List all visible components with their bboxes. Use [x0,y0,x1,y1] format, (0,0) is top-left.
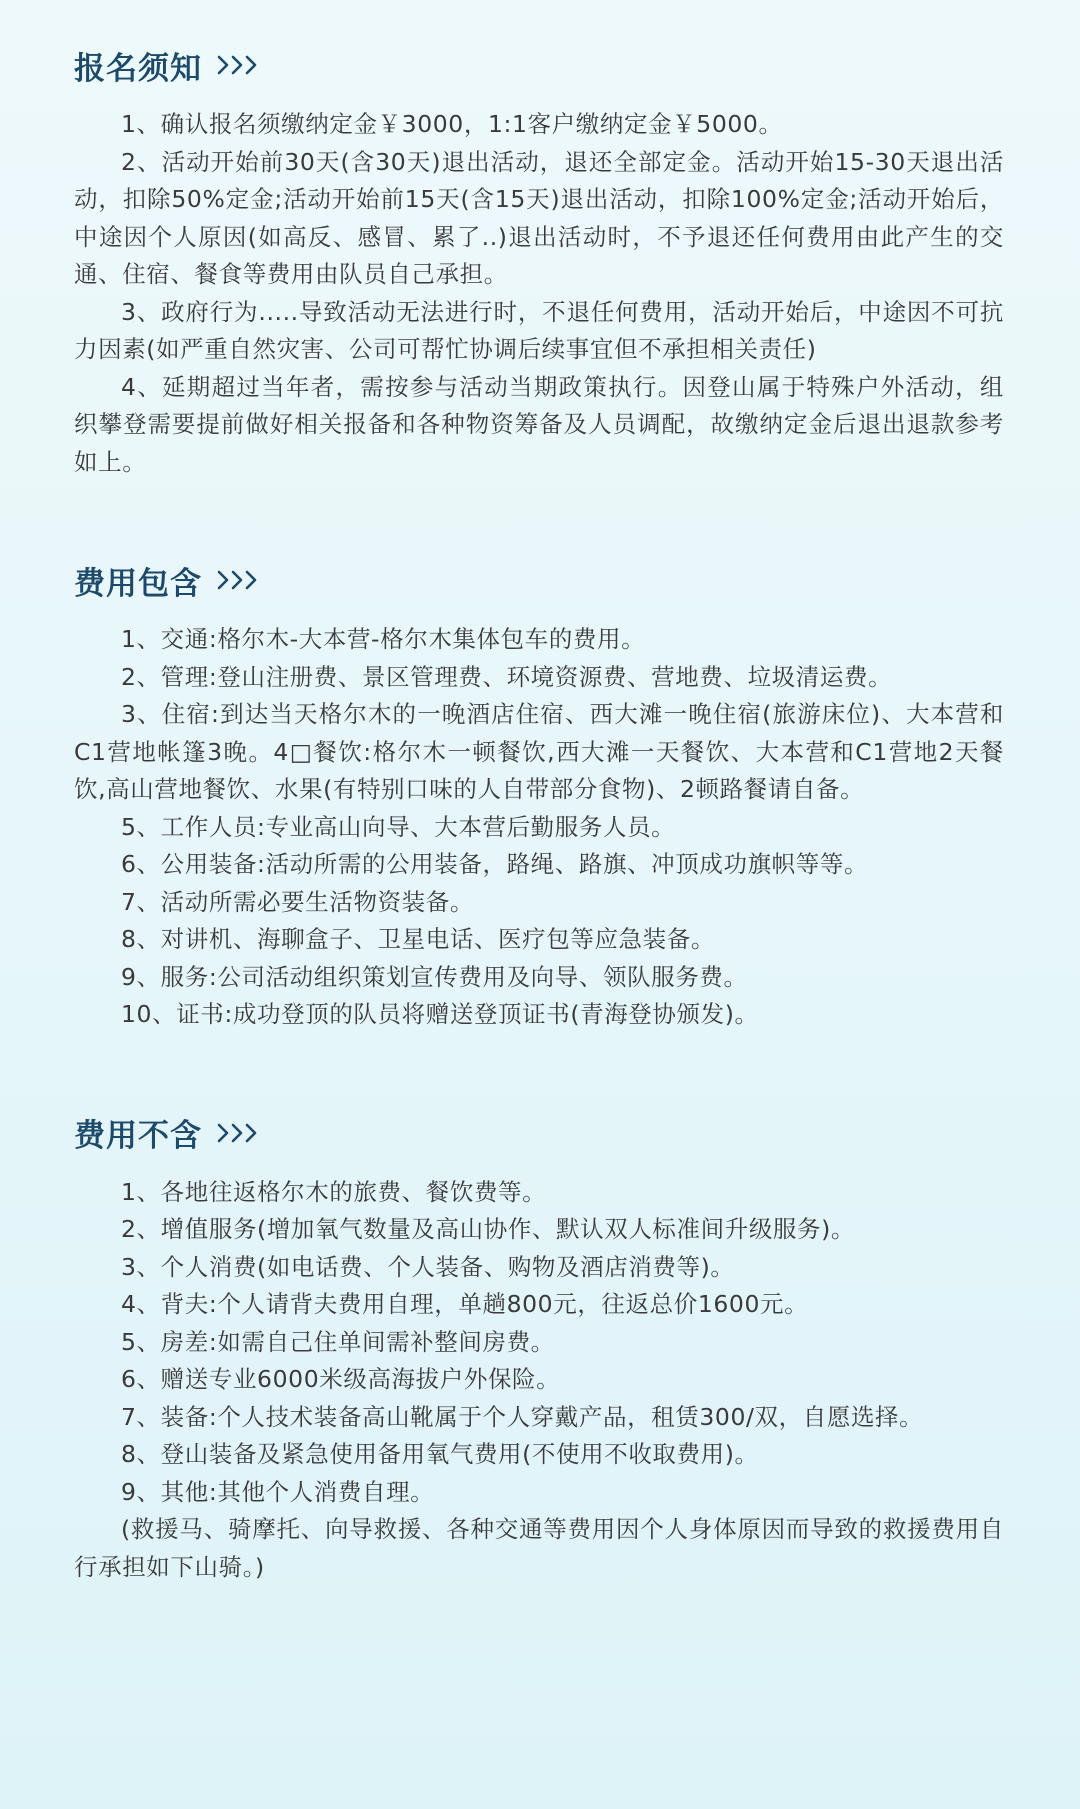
list-item: 2、管理:登山注册费、景区管理费、环境资源费、营地费、垃圾清运费。 [121,662,893,691]
section-body [74,621,1004,1034]
section-title: 费用包含 [74,565,202,602]
list-item: 3、政府行为.....导致活动无法进行时，不退任何费用，活动开始后，中途因不可抗力因素(如严重自然灾害、公司可帮忙协调后续事宜但不承担相关责任) [74,297,1004,363]
list-item: 1、确认报名须缴纳定金￥3000，1:1客户缴纳定金￥5000。 [121,110,783,138]
list-item: 8、对讲机、海聊盒子、卫星电话、医疗包等应急装备。 [121,925,715,953]
list-item: 10、证书:成功登顶的队员将赠送登顶证书(青海登协颁发)。 [121,1000,759,1028]
section-fees-included [74,555,1004,1034]
section-header [74,1108,1004,1158]
list-item: 6、赠送专业6000米级高海拔户外保险。 [121,1365,561,1393]
section-title: 报名须知 [74,50,202,87]
section-body [74,1174,1004,1587]
list-item: 7、装备:个人技术装备高山靴属于个人穿戴产品，租赁300/双，自愿选择。 [121,1402,924,1431]
triple-chevron-right-icon [216,568,262,592]
list-item: 9、其他:其他个人消费自理。 [121,1477,435,1506]
triple-chevron-right-icon [216,1121,262,1145]
section-body [74,106,1004,481]
list-item: 9、服务:公司活动组织策划宣传费用及向导、领队服务费。 [121,962,748,991]
list-item: (救援马、骑摩托、向导救援、各种交通等费用因个人身体原因而导致的救援费用自行承担如下山骑。) [74,1515,1004,1581]
list-item: 6、公用装备:活动所需的公用装备，路绳、路旗、冲顶成功旗帜等等。 [121,850,869,878]
section-header [74,40,1004,90]
list-item: 2、活动开始前30天(含30天)退出活动，退还全部定金。活动开始15-30天退出活动，扣除50%定金;活动开始前15天(含15天)退出活动，扣除100%定金;活动开始后，中途因个人原因(如高反、感冒、累了..)退出活动时，不予退还任何费用由此产生的交通、住宿、餐食等费用由队员自己承担。 [74,147,1004,288]
section-registration-notice [74,40,1004,481]
list-item: 1、交通:格尔木-大本营-格尔木集体包车的费用。 [121,625,646,653]
section-fees-excluded [74,1108,1004,1587]
list-item: 1、各地往返格尔木的旅费、餐饮费等。 [121,1177,547,1206]
list-item: 8、登山装备及紧急使用备用氧气费用(不使用不收取费用)。 [121,1440,759,1468]
section-title: 费用不含 [74,1118,202,1154]
list-item: 5、工作人员:专业高山向导、大本营后勤服务人员。 [121,812,676,841]
list-item: 2、增值服务(增加氧气数量及高山协作、默认双人标准间升级服务)。 [121,1215,855,1243]
list-item: 5、房差:如需自己住单间需补整间房费。 [121,1327,555,1356]
list-item: 7、活动所需必要生活物资装备。 [121,887,474,916]
list-item: 3、住宿:到达当天格尔木的一晚酒店住宿、西大滩一晚住宿(旅游床位)、大本营和C1营地帐篷3晚。4□餐饮:格尔木一顿餐饮,西大滩一天餐饮、大本营和C1营地2天餐饮,高山营地餐饮、水果(有特别口味的人自带部分食物)、2顿路餐请自备。 [74,700,1004,803]
section-header [74,555,1004,605]
list-item: 4、延期超过当年者，需按参与活动当期政策执行。因登山属于特殊户外活动，组织攀登需要提前做好相关报备和各种物资筹备及人员调配，故缴纳定金后退出退款参考如上。 [74,372,1004,476]
list-item: 4、背夫:个人请背夫费用自理，单趟800元，往返总价1600元。 [121,1290,809,1318]
triple-chevron-right-icon [216,53,262,77]
list-item: 3、个人消费(如电话费、个人装备、购物及酒店消费等)。 [121,1252,735,1281]
